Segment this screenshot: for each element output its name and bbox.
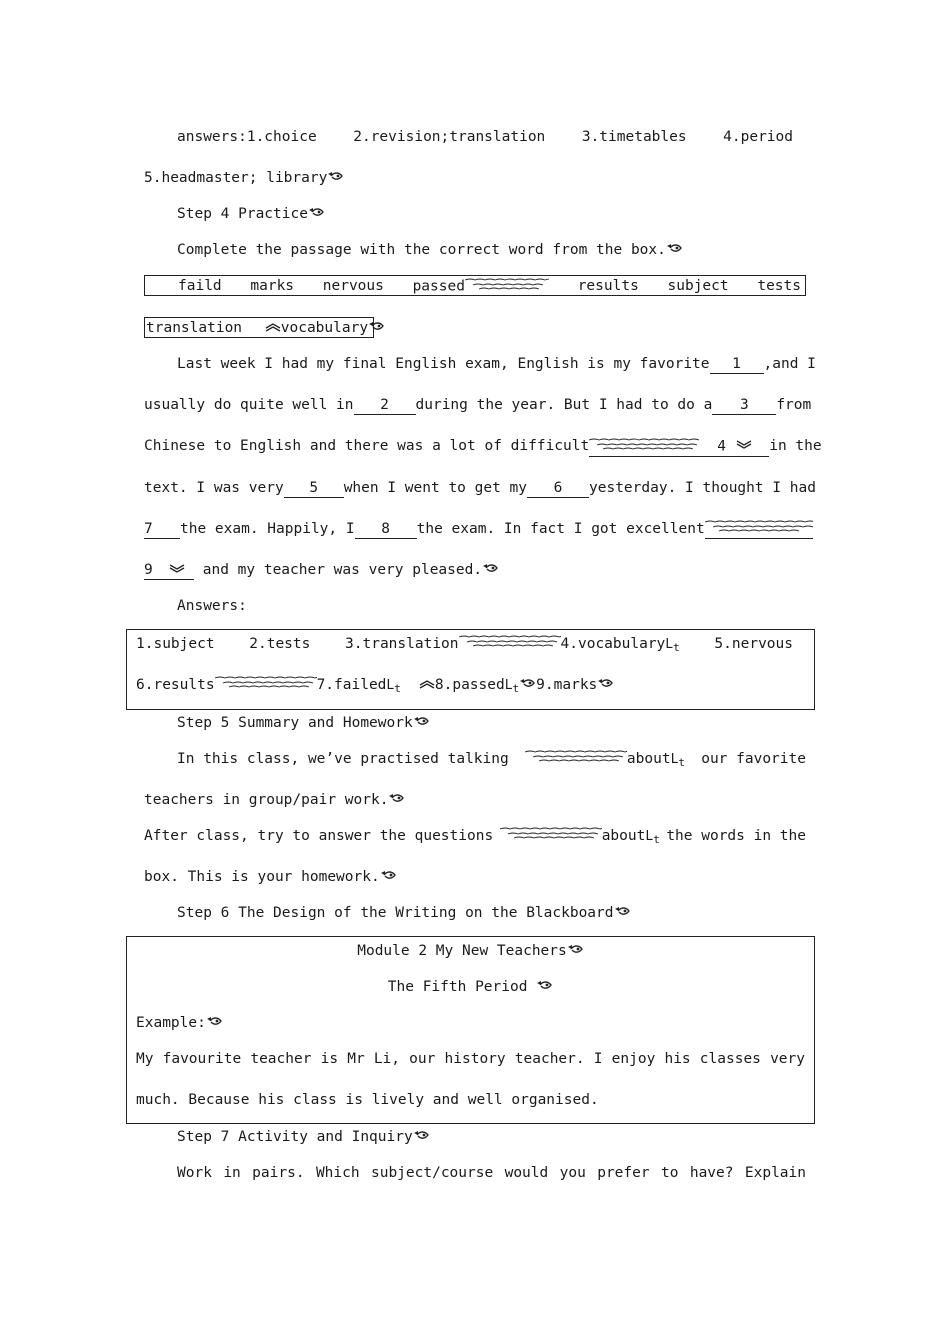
step7-heading [177, 1127, 430, 1147]
passage-text: during the year. But I had to do a [415, 397, 713, 413]
wave-mark-icon [465, 277, 549, 296]
answer-item: 5.nervous [714, 636, 793, 652]
lt-mark-icon: $L_t$ [386, 678, 401, 695]
paragraph-mark-icon [614, 903, 631, 923]
caret-mark-icon [419, 677, 435, 693]
box-subtitle-text: The Fifth Period [387, 979, 528, 995]
answer-item: 2.revision;translation [353, 129, 546, 145]
word-box-item: passed [412, 278, 465, 295]
lt-mark-icon: $L_t$ [504, 678, 520, 695]
paragraph-mark-icon [413, 713, 430, 733]
passage-text: in the [769, 438, 822, 454]
answer-item: 3.timetables [581, 129, 687, 145]
wave-mark-icon [589, 437, 699, 456]
paragraph-text: the words in the [666, 828, 806, 844]
step5-heading [177, 713, 430, 733]
passage-text: usually do quite well in [144, 397, 354, 413]
answer-item: 4.vocabulary [560, 636, 666, 652]
paragraph-mark-icon [388, 790, 405, 810]
blank-6[interactable]: 6 [527, 479, 589, 498]
lt-mark-icon: $L_t$ [645, 829, 660, 846]
passage-text: and my teacher was very pleased. [202, 562, 483, 578]
wave-mark-icon [525, 749, 627, 769]
word-box-item: tests [757, 278, 801, 294]
step5-line-3 [144, 826, 806, 847]
word-box-item: faild [178, 278, 222, 294]
passage-text: ,and I [763, 356, 816, 372]
wave-mark-icon [500, 826, 602, 846]
word-box-item: marks [250, 278, 295, 294]
step5-line-4 [144, 867, 397, 887]
paragraph-mark-icon [519, 675, 536, 695]
blackboard-subtitle [127, 977, 814, 997]
word-box-item: subject [667, 278, 729, 294]
passage-text: Last week I had my final English exam, English is my favorite [177, 356, 710, 372]
step-title: Step 6 The Design of the Writing on the Blackboard [177, 905, 614, 921]
paragraph-text: our favorite [701, 751, 806, 767]
answers-row-1 [136, 634, 793, 655]
passage-line-5 [144, 519, 806, 539]
word-box-item: translation [146, 320, 243, 336]
answer-item: 2.tests [249, 636, 311, 652]
blank-1[interactable]: 1 [710, 355, 764, 374]
passage-text: yesterday. I thought I had [589, 480, 816, 496]
answers-top-line2 [144, 168, 344, 188]
passage-line-4 [144, 478, 816, 498]
blank-8[interactable]: 8 [355, 520, 417, 539]
passage-text: text. I was very [144, 480, 284, 496]
blank-number: 9 [144, 562, 153, 578]
example-line-2: much. Because his class is lively and well organised. [136, 1092, 599, 1108]
chevron-down-icon [169, 562, 185, 578]
step-title: Step 4 Practice [177, 206, 308, 222]
answer-item: 1.subject [136, 636, 215, 652]
paragraph-mark-icon [368, 319, 385, 337]
answer-item: 6.results [136, 677, 215, 693]
blank-4[interactable] [589, 437, 769, 457]
answer-text: 5.headmaster; library [144, 170, 328, 186]
answer-item: 3.translation [345, 636, 459, 652]
caret-mark-icon [265, 320, 281, 336]
passage-text: from [776, 397, 812, 413]
blank-number: 4 [717, 438, 726, 454]
paragraph-text: After class, try to answer the questions [144, 828, 494, 844]
answer-item: 4.period [723, 129, 793, 145]
example-label [136, 1013, 223, 1033]
answers-box [126, 629, 815, 710]
blank-9-start[interactable] [705, 519, 813, 539]
word-box-item: nervous [322, 278, 384, 294]
passage-text: Chinese to English and there was a lot of difficult [144, 438, 590, 454]
blank-2[interactable]: 2 [354, 396, 416, 415]
answer-item: answers:1.choice [177, 129, 317, 145]
paragraph-text: teachers in group/pair work. [144, 792, 389, 808]
answers-row-2 [136, 675, 614, 696]
answers-top-line1 [177, 127, 793, 147]
blackboard-title [127, 941, 814, 961]
step4-instruction [177, 240, 683, 260]
example-line-1: My favourite teacher is Mr Li, our history teacher. I enjoy his classes very [136, 1051, 805, 1067]
paragraph-mark-icon [327, 168, 344, 188]
step-title: Step 5 Summary and Homework [177, 715, 413, 731]
blank-7[interactable]: 7 [144, 520, 180, 539]
answers-label: Answers: [177, 598, 247, 614]
passage-text: when I went to get my [343, 480, 528, 496]
passage-line-6 [144, 560, 499, 580]
blank-3[interactable]: 3 [712, 396, 776, 415]
word-box-item: results [577, 278, 639, 294]
paragraph-text: In this class, we’ve practised talking [177, 751, 509, 767]
word-box-row1 [144, 275, 806, 296]
passage-line-2 [144, 395, 812, 415]
passage-text: the exam. In fact I got excellent [416, 521, 705, 537]
word-box-row2 [144, 317, 374, 338]
paragraph-text: about [601, 828, 646, 844]
paragraph-mark-icon [380, 867, 397, 887]
blank-9[interactable] [144, 561, 194, 580]
step6-heading [177, 903, 631, 923]
paragraph-mark-icon [413, 1127, 430, 1147]
instruction-text: Complete the passage with the correct word from the box. [177, 242, 666, 258]
step5-line-2 [144, 790, 405, 810]
passage-line-3 [144, 436, 822, 457]
example-label-text: Example: [136, 1015, 206, 1031]
blackboard-box [126, 936, 815, 1124]
chevron-down-icon [736, 438, 752, 454]
answer-item: 7.failed [316, 677, 387, 693]
wave-mark-icon [215, 675, 317, 695]
wave-mark-icon [705, 519, 813, 538]
passage-text: the exam. Happily, I [180, 521, 355, 537]
paragraph-mark-icon [567, 941, 584, 961]
paragraph-mark-icon [206, 1013, 223, 1033]
passage-line-1 [177, 354, 816, 374]
step4-heading [177, 204, 325, 224]
paragraph-mark-icon [482, 560, 499, 580]
word-box-item: vocabulary [280, 320, 369, 336]
paragraph-text: about [626, 751, 671, 767]
answer-item: 8.passed [434, 677, 505, 693]
lt-mark-icon: $L_t$ [665, 637, 680, 654]
step5-line-1 [177, 749, 806, 770]
step-title: Step 7 Activity and Inquiry [177, 1129, 413, 1145]
box-title-text: Module 2 My New Teachers [357, 943, 567, 959]
paragraph-mark-icon [666, 240, 683, 260]
lt-mark-icon: $L_t$ [670, 752, 686, 769]
paragraph-mark-icon [308, 204, 325, 224]
wave-mark-icon [459, 634, 561, 654]
answer-item: 9.marks [536, 677, 598, 693]
blank-5[interactable]: 5 [284, 479, 344, 498]
paragraph-mark-icon [597, 675, 614, 695]
step7-line-1: Work in pairs. Which subject/course would you prefer to have? Explain [177, 1165, 806, 1181]
paragraph-mark-icon [536, 977, 553, 997]
paragraph-text: box. This is your homework. [144, 869, 380, 885]
